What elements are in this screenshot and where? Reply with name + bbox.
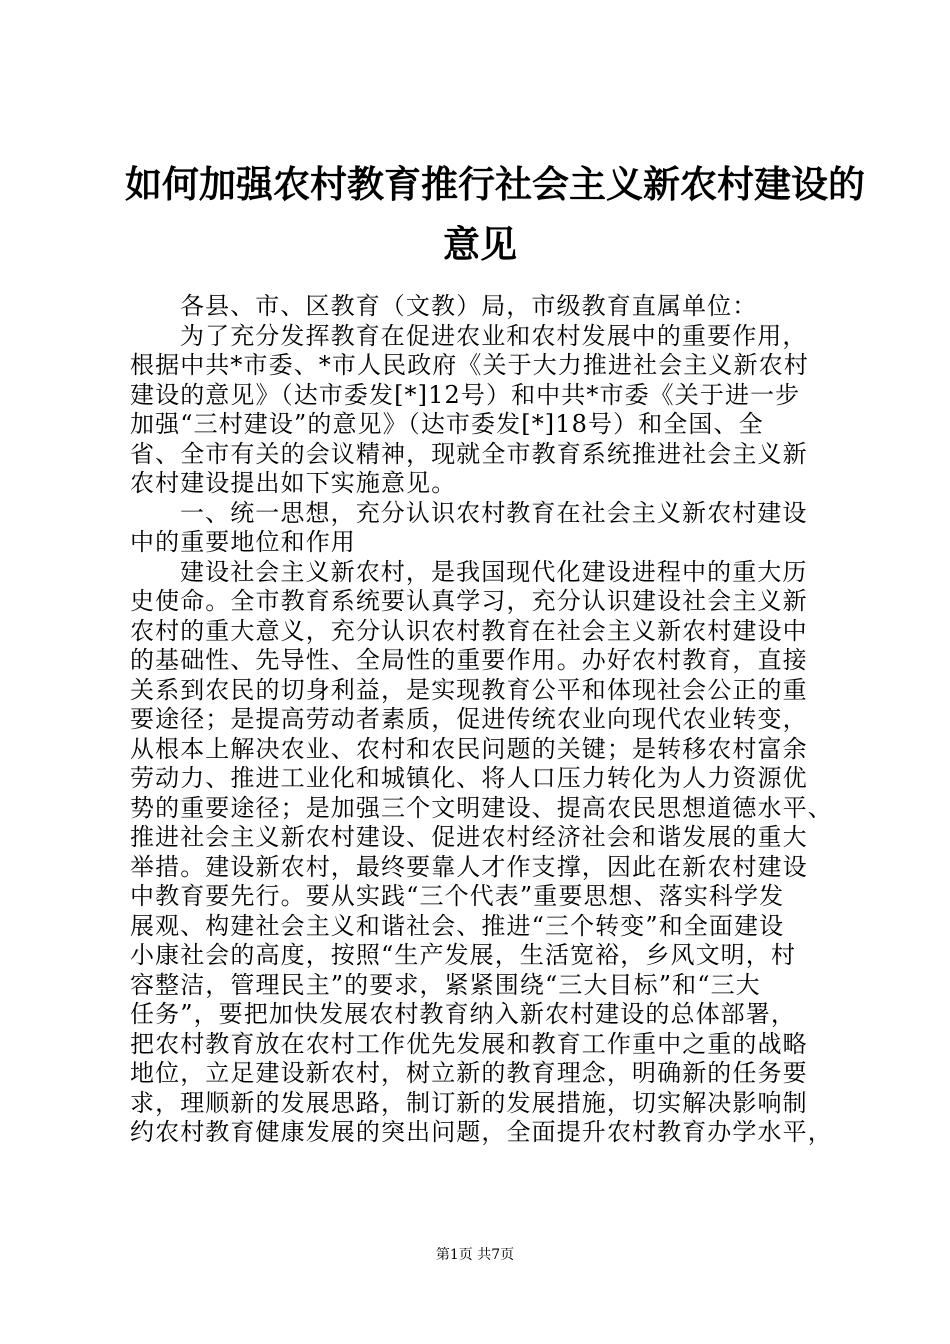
document-title-line-1: 如何加强农村教育推行社会主义新农村建设的 [125,162,865,206]
body-line: 劳动力、推进工业化和城镇化、将人口压力转化为人力资源优 [130,764,808,792]
body-line: 中教育要先行。要从实践“三个代表”重要思想、落实科学发 [130,882,785,910]
body-line: 势的重要途径；是加强三个文明建设、提高农民思想道德水平、 [130,793,833,822]
body-line: 根据中共*市委、*市人民政府《关于大力推进社会主义新农村 [130,351,809,379]
body-line: 农村建设提出如下实施意见。 [130,469,457,497]
body-line: 加强“三村建设”的意见》（达市委发[*]18号）和全国、全 [130,410,764,438]
page-number-footer: 第1页 共7页 [435,1247,515,1263]
body-line: 建设社会主义新农村，是我国现代化建设进程中的重大历 [180,557,808,586]
body-line: 求，理顺新的发展思路，制订新的发展措施，切实解决影响制 [130,1088,808,1117]
body-line: 农村的重大意义，充分认识农村教育在社会主义新农村建设中 [130,616,808,645]
body-line: 关系到农民的切身利益，是实现教育公平和体现社会公正的重 [130,675,808,704]
body-line: 为了充分发挥教育在促进农业和农村发展中的重要作用， [180,321,808,350]
body-line: 小康社会的高度，按照“生产发展，生活宽裕，乡风文明，村 [130,941,796,969]
body-line: 举措。建设新农村，最终要靠人才作支撑，因此在新农村建设 [130,852,808,881]
body-line: 容整洁，管理民主”的要求，紧紧围绕“三大目标”和“三大 [130,970,761,999]
body-line: 从根本上解决农业、农村和农民问题的关键；是转移农村富余 [130,734,808,763]
document-body [130,292,833,1148]
body-line: 要途径；是提高劳动者素质，促进传统农业向现代农业转变， [130,705,808,733]
body-line: 把农村教育放在农村工作优先发展和教育工作重中之重的战略 [130,1029,808,1058]
body-line: 建设的意见》（达市委发[*]12号）和中共*市委《关于进一步 [130,380,801,409]
body-line: 各县、市、区教育（文教）局，市级教育直属单位： [180,292,758,320]
body-line: 任务”，要把加快发展农村教育纳入新农村建设的总体部署， [130,1000,796,1028]
body-line: 史使命。全市教育系统要认真学习，充分认识建设社会主义新 [130,587,808,615]
section-heading-line: 一、统一思想，充分认识农村教育在社会主义新农村建设 [180,498,808,527]
body-line: 展观、构建社会主义和谐社会、推进“三个转变”和全面建设 [130,911,785,940]
body-line: 推进社会主义新农村建设、促进农村经济社会和谐发展的重大 [130,823,808,851]
body-line: 的基础性、先导性、全局性的重要作用。办好农村教育，直接 [130,646,808,674]
body-line: 地位，立足建设新农村，树立新的教育理念，明确新的任务要 [130,1059,808,1087]
body-line: 省、全市有关的会议精神，现就全市教育系统推进社会主义新 [130,439,808,468]
section-heading-line: 中的重要地位和作用 [130,528,356,556]
body-line: 约农村教育健康发展的突出问题，全面提升农村教育办学水平， [130,1118,833,1146]
document-title-line-2: 意见 [443,222,517,266]
